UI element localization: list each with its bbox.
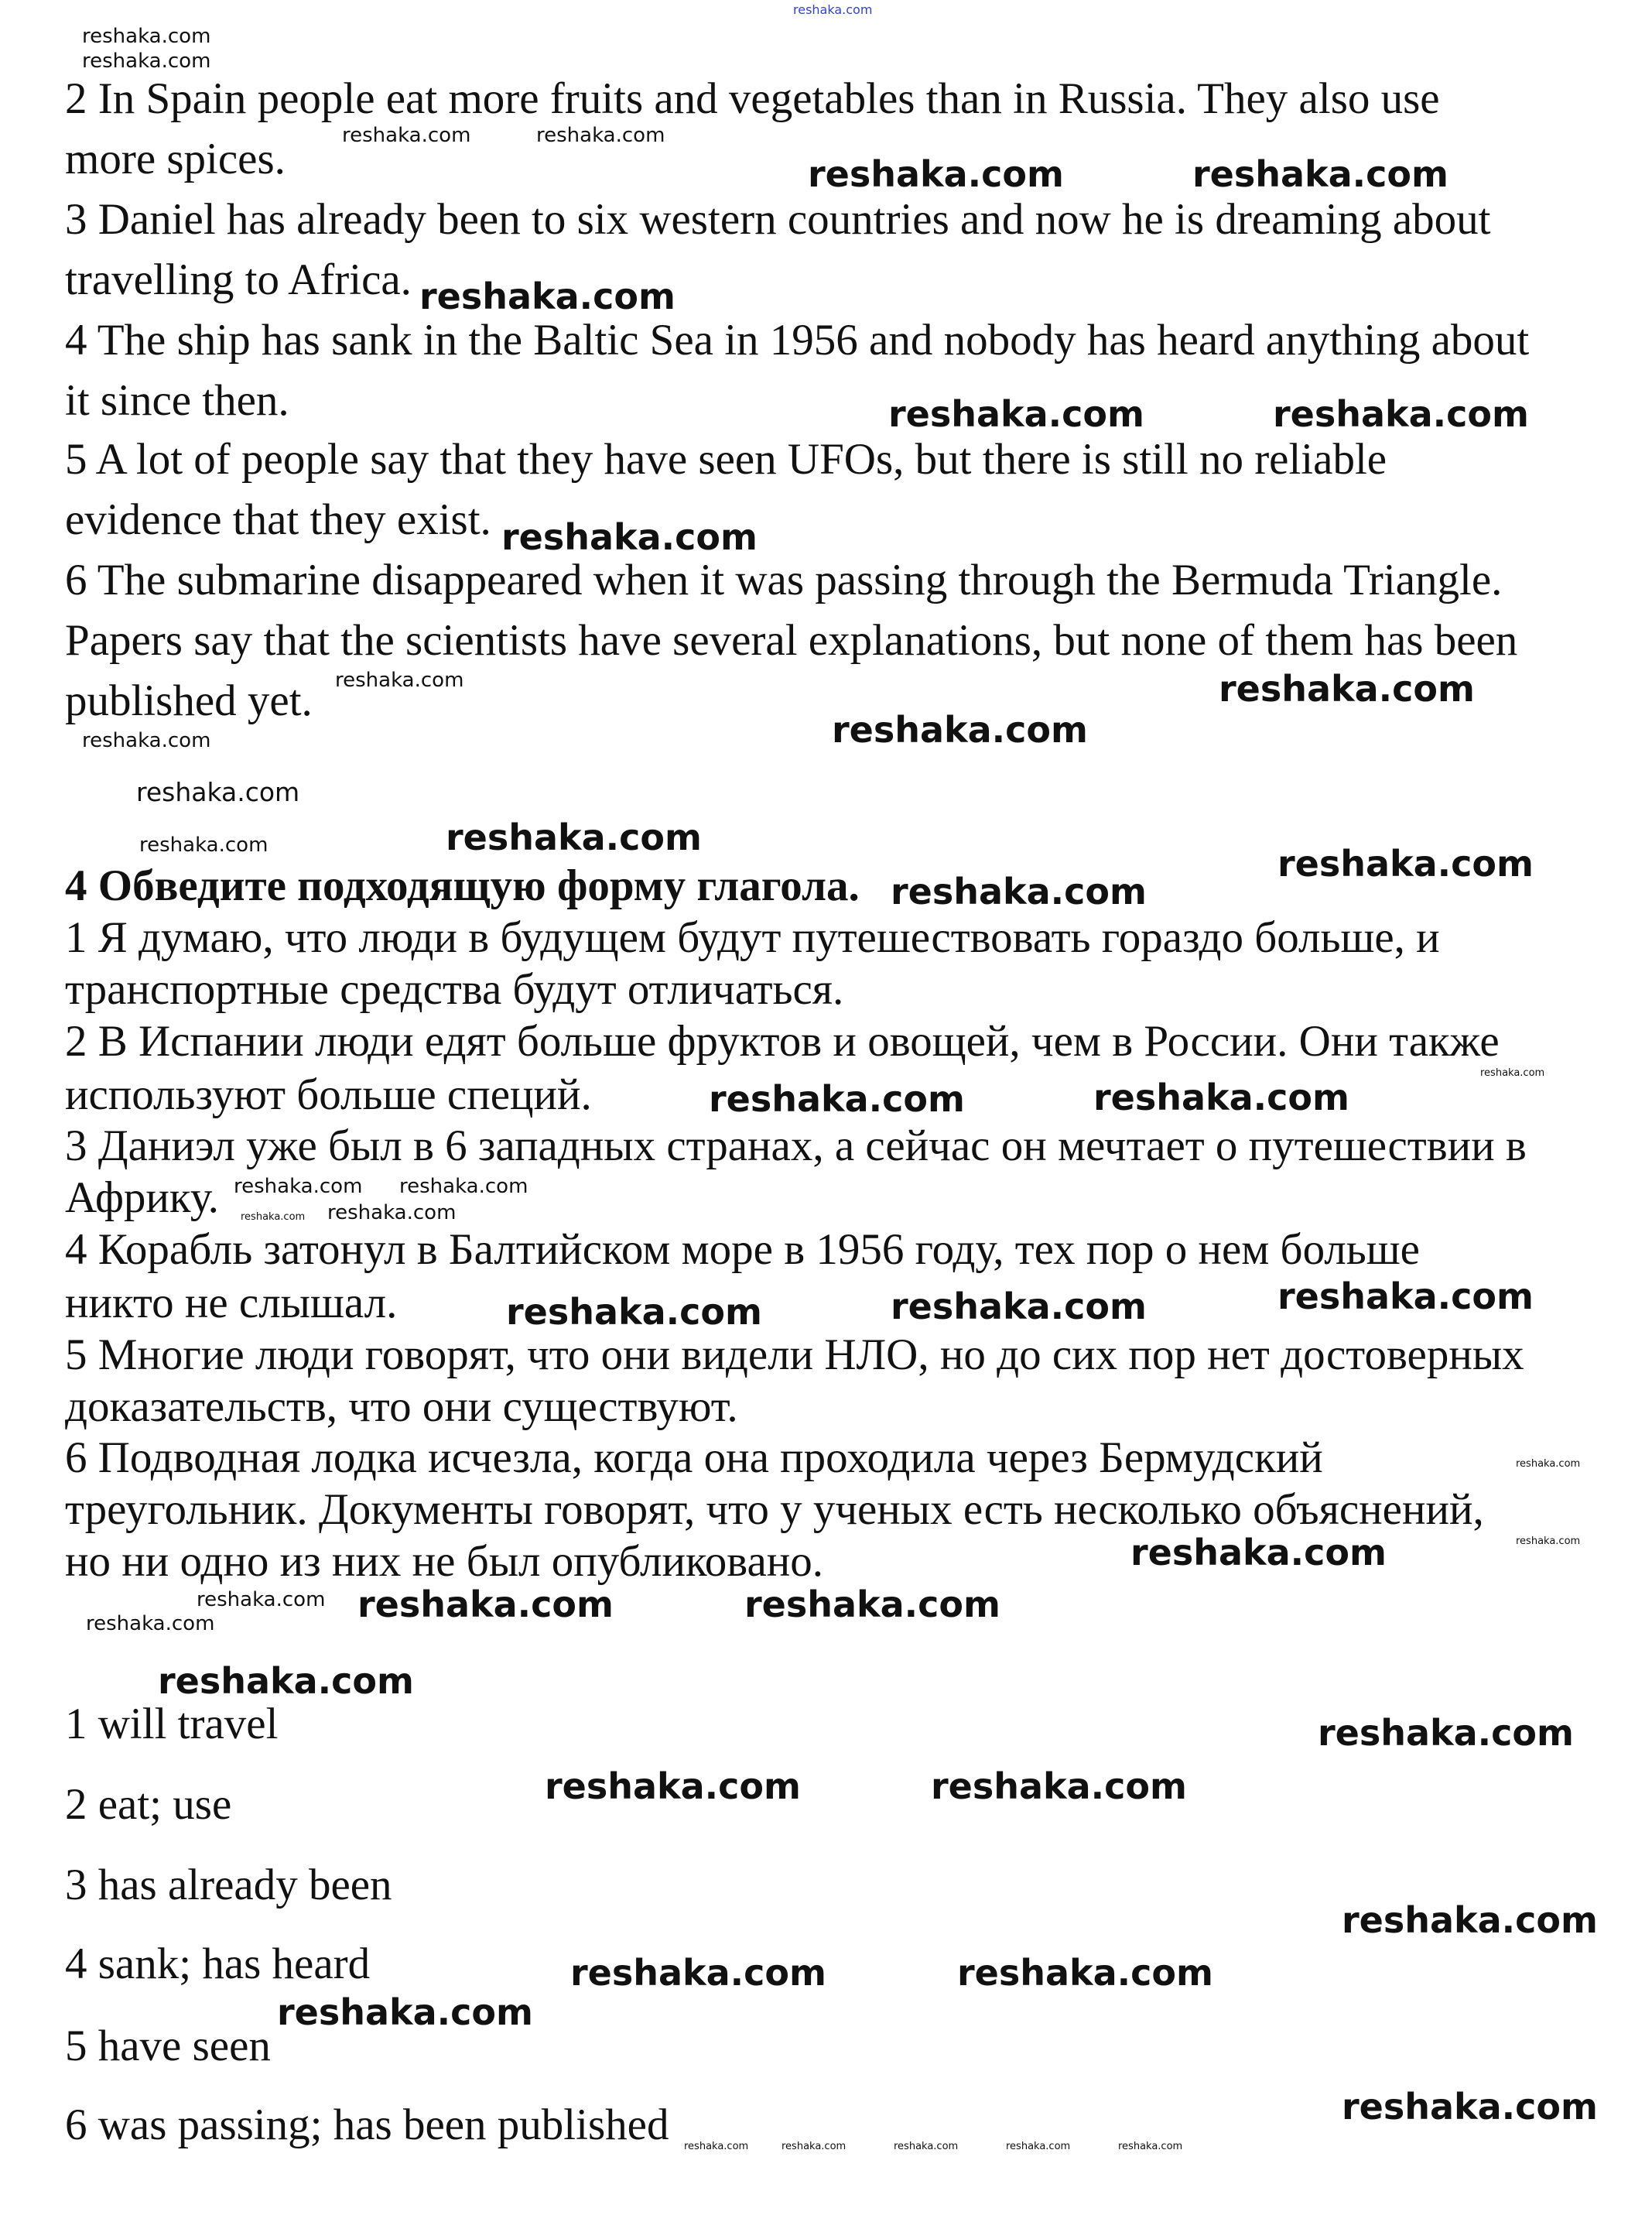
watermark: reshaka.com: [1130, 1532, 1387, 1573]
watermark: reshaka.com: [1273, 393, 1529, 435]
watermark: reshaka.com: [782, 2141, 847, 2152]
answer-line: 5 have seen: [65, 2022, 271, 2070]
russian-sentence-line: 3 Даниэл уже был в 6 западных странах, а сейчас он мечтает о путешествии в: [65, 1121, 1527, 1170]
watermark: reshaka.com: [744, 1583, 1000, 1625]
watermark: reshaka.com: [327, 1201, 457, 1224]
russian-sentence-line: доказательств, что они существуют.: [65, 1382, 738, 1431]
watermark: reshaka.com: [1516, 1458, 1581, 1470]
watermark: reshaka.com: [891, 871, 1147, 912]
watermark: reshaka.com: [86, 1612, 215, 1635]
watermark: reshaka.com: [197, 1588, 326, 1611]
watermark: reshaka.com: [545, 1765, 801, 1807]
watermark: reshaka.com: [957, 1952, 1213, 1994]
answer-line: 4 sank; has heard: [65, 1939, 371, 1988]
russian-sentence-line: но ни одно из них не был опубликовано.: [65, 1537, 823, 1586]
watermark: reshaka.com: [506, 1291, 762, 1333]
answer-line: 1 will travel: [65, 1700, 279, 1748]
watermark: reshaka.com: [357, 1583, 614, 1625]
watermark: reshaka.com: [931, 1765, 1187, 1807]
watermark: reshaka.com: [891, 1286, 1147, 1327]
watermark: reshaka.com: [1093, 1077, 1349, 1118]
watermark: reshaka.com: [709, 1078, 965, 1120]
watermark: reshaka.com: [1192, 153, 1448, 195]
english-sentence-line: evidence that they exist.: [65, 495, 491, 544]
answer-line: 2 eat; use: [65, 1780, 232, 1829]
watermark: reshaka.com: [139, 834, 268, 857]
watermark: reshaka.com: [888, 393, 1144, 435]
watermark: reshaka.com: [1277, 1275, 1534, 1317]
english-sentence-line: published yet.: [65, 676, 313, 725]
watermark: reshaka.com: [335, 669, 464, 692]
watermark: reshaka.com: [342, 124, 471, 147]
english-sentence-line: 3 Daniel has already been to six western countries and now he is dreaming about: [65, 195, 1491, 244]
answer-line: 6 was passing; has been published: [65, 2100, 669, 2149]
russian-sentence-line: используют больше специй.: [65, 1070, 592, 1119]
watermark: reshaka.com: [446, 817, 702, 858]
watermark: reshaka.com: [793, 2, 873, 17]
watermark: reshaka.com: [832, 709, 1088, 751]
watermark: reshaka.com: [1318, 1712, 1574, 1754]
russian-sentence-line: 5 Многие люди говорят, что они видели НЛО, но до сих пор нет достоверных: [65, 1330, 1524, 1379]
watermark: reshaka.com: [1277, 843, 1534, 885]
english-sentence-line: 2 In Spain people eat more fruits and vegetables than in Russia. They also use: [65, 74, 1440, 123]
watermark: reshaka.com: [1342, 1899, 1598, 1941]
english-sentence-line: Papers say that the scientists have several explanations, but none of them has been: [65, 616, 1518, 665]
english-sentence-line: 6 The submarine disappeared when it was passing through the Bermuda Triangle.: [65, 556, 1503, 604]
english-sentence-line: more spices.: [65, 135, 286, 183]
watermark: reshaka.com: [570, 1952, 826, 1994]
watermark: reshaka.com: [241, 1211, 306, 1223]
english-sentence-line: it since then.: [65, 376, 289, 425]
watermark: reshaka.com: [1006, 2141, 1071, 2152]
russian-sentence-line: 6 Подводная лодка исчезла, когда она проходила через Бермудский: [65, 1433, 1323, 1482]
russian-sentence-line: 4 Корабль затонул в Балтийском море в 1956 году, тех пор о нем больше: [65, 1225, 1420, 1274]
watermark: reshaka.com: [136, 777, 300, 807]
watermark: reshaka.com: [894, 2141, 959, 2152]
english-sentence-line: 5 A lot of people say that they have seen UFOs, but there is still no reliable: [65, 435, 1387, 484]
watermark: reshaka.com: [158, 1660, 414, 1702]
watermark: reshaka.com: [1219, 668, 1475, 710]
watermark: reshaka.com: [501, 516, 758, 558]
russian-sentence-line: 1 Я думаю, что люди в будущем будут путешествовать гораздо больше, и: [65, 913, 1440, 962]
english-sentence-line: travelling to Africa.: [65, 255, 412, 304]
watermark: reshaka.com: [1516, 1535, 1581, 1547]
russian-sentence-line: транспортные средства будут отличаться.: [65, 965, 844, 1014]
watermark: reshaka.com: [82, 50, 211, 73]
watermark: reshaka.com: [536, 124, 665, 147]
watermark: reshaka.com: [1480, 1067, 1545, 1079]
russian-sentence-line: никто не слышал.: [65, 1279, 398, 1327]
russian-sentence-line: 2 В Испании люди едят больше фруктов и овощей, чем в России. Они также: [65, 1017, 1500, 1066]
watermark: reshaka.com: [399, 1175, 528, 1198]
watermark: reshaka.com: [1342, 2086, 1598, 2128]
english-sentence-line: 4 The ship has sank in the Baltic Sea in 1956 and nobody has heard anything about: [65, 316, 1530, 365]
watermark: reshaka.com: [1118, 2141, 1183, 2152]
watermark: reshaka.com: [684, 2141, 749, 2152]
watermark: reshaka.com: [82, 729, 211, 752]
watermark: reshaka.com: [234, 1175, 363, 1198]
task-heading: 4 Обведите подходящую форму глагола.: [65, 861, 860, 910]
answer-line: 3 has already been: [65, 1861, 392, 1909]
watermark: reshaka.com: [277, 1991, 533, 2033]
watermark: reshaka.com: [419, 276, 676, 317]
watermark: reshaka.com: [82, 25, 211, 48]
russian-sentence-line: Африку.: [65, 1173, 219, 1222]
russian-sentence-line: треугольник. Документы говорят, что у ученых есть несколько объяснений,: [65, 1485, 1484, 1534]
watermark: reshaka.com: [808, 153, 1064, 195]
